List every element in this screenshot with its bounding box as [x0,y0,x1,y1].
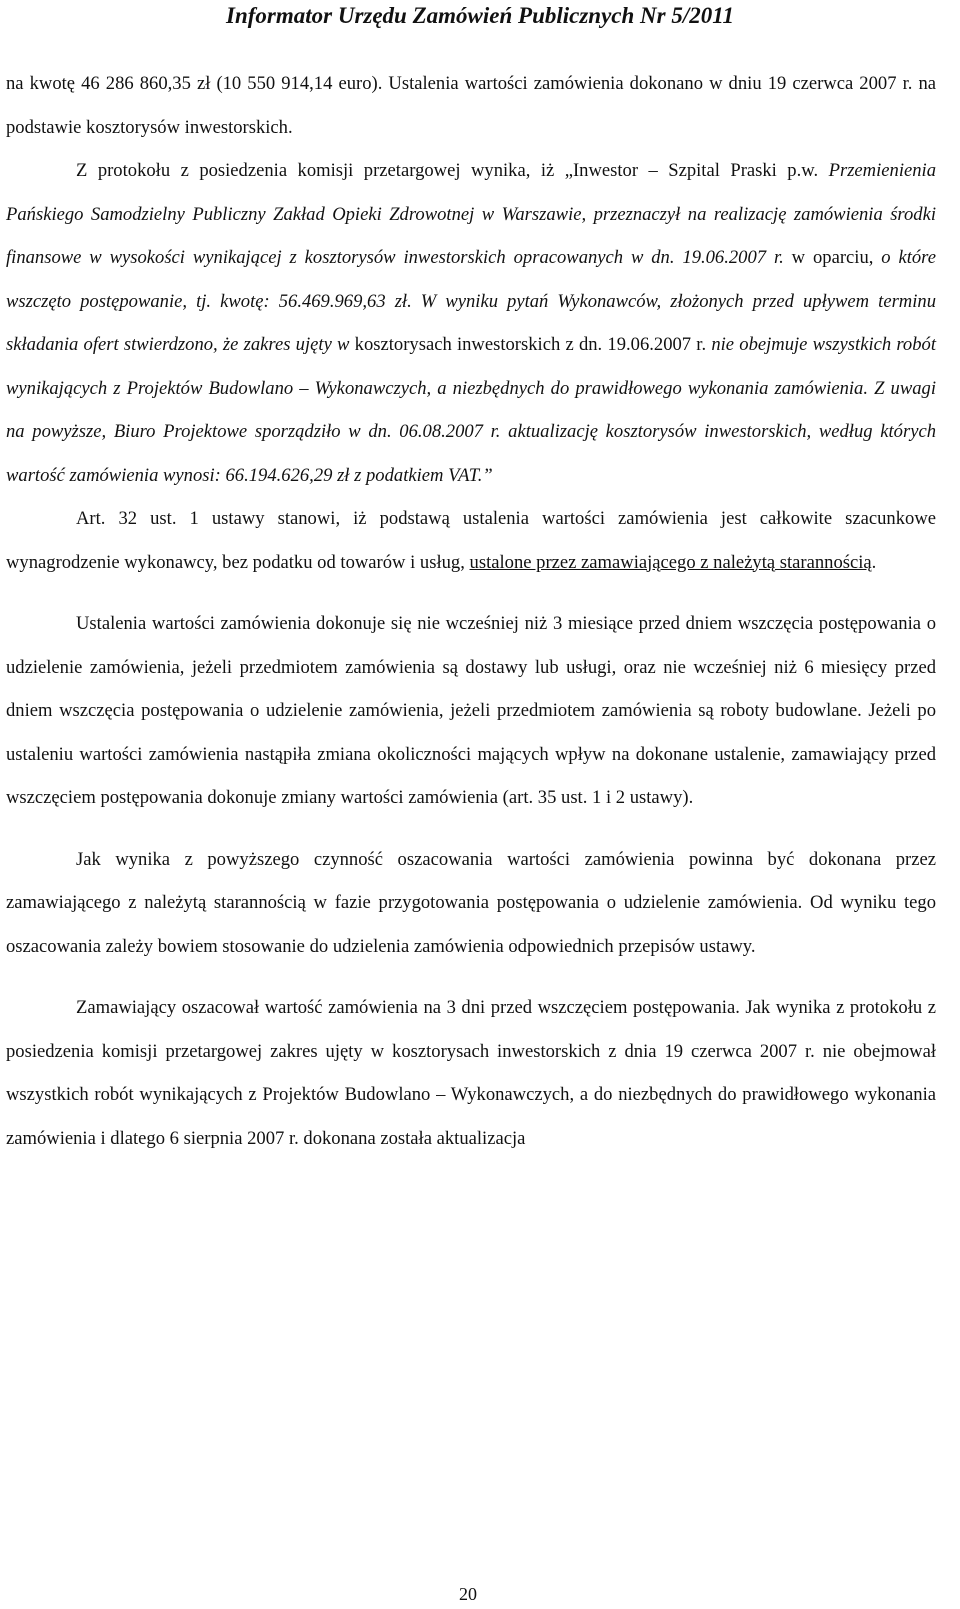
quote-italic-part-3: nie obejmuje wszystkich robót wynikających z Projektów Budowlano – Wykonawczych, a niezbędnych do prawidłowego wykonania zamówienia. Z uwagi na powyższe, Biuro Projektowe sporządziło w dn. 06.08.2007 r. aktualizację kosztorysów inwestorskich, według których wartość zamówienia wynosi: 66.194.626,29 zł z podatkiem VAT.” [6,334,936,486]
page-number: 20 [459,1584,477,1604]
quote-italic-part-1: Przemienienia Pańskiego Samodzielny Publiczny Zakład Opieki Zdrowotnej w Warszawie, przeznaczył na realizację zamówienia środki finansowe w wysokości wynikającej z kosztorysów inwestorskich opracowanych w dn. 19.06.2007 r. [6,160,936,268]
document-body [6,62,936,1160]
paragraph-value-statement: na kwotę 46 286 860,35 zł (10 550 914,14 euro). Ustalenia wartości zamówienia dokonano w dniu 19 czerwca 2007 r. na podstawie kosztorysów inwestorskich. [6,73,936,138]
art-32-text: Art. 32 ust. 1 ustawy stanowi, iż podstawą ustalenia wartości zamówienia jest całkowite szacunkowe wynagrodzenie wykonawcy, bez podatku od towarów i usług, [6,508,936,573]
paragraph-timing-rules: Ustalenia wartości zamówienia dokonuje się nie wcześniej niż 3 miesiące przed dniem wszczęcia postępowania o udzielenie zamówienia, jeżeli przedmiotem zamówienia są dostawy lub usługi, oraz nie wcześniej niż 6 miesięcy przed dniem wszczęcia postępowania o udzielenie zamówienia, jeżeli przedmiotem zamówienia są roboty budowlane. Jeżeli po ustaleniu wartości zamówienia nastąpiła zmiana okoliczności mających wpływ na dokonane ustalenie, zamawiający przed wszczęciem postępowania dokonuje zmiany wartości zamówienia (art. 35 ust. 1 i 2 ustawy). [6,613,936,808]
quote-intro: Z protokołu z posiedzenia komisji przetargowej wynika, iż „Inwestor – Szpital Praski p.w. [76,160,829,181]
quote-italic-part-2: o które wszczęto postępowanie, tj. kwotę: 56.469.969,63 zł. W wyniku pytań Wykonawców, złożonych przed upływem terminu składania ofert stwierdzono, że zakres ujęty w [6,247,936,355]
quote-upright-part-2: kosztorysach inwestorskich z dn. 19.06.2007 r. [354,334,712,355]
paragraph-protocol-quote [6,149,936,497]
art-32-end: . [871,551,877,573]
paragraph-due-diligence: Jak wynika z powyższego czynność oszacowania wartości zamówienia powinna być dokonana przez zamawiającego z należytą starannością w fazie przygotowania postępowania o udzielenie zamówienia. Od wyniku tego oszacowania zależy bowiem stosowanie do udzielenia zamówienia odpowiednich przepisów ustawy. [6,848,936,957]
publication-header: Informator Urzędu Zamówień Publicznych Nr 5/2011 [226,3,734,28]
paragraph-art-32 [6,497,936,584]
art-32-underlined: ustalone przez zamawiającego z należytą starannością [469,551,872,573]
paragraph-assessment: Zamawiający oszacował wartość zamówienia na 3 dni przed wszczęciem postępowania. Jak wynika z protokołu z posiedzenia komisji przetargowej zakres ujęty w kosztorysach inwestorskich z dnia 19 czerwca 2007 r. nie obejmował wszystkich robót wynikających z Projektów Budowlano – Wykonawczych, a do niezbędnych do prawidłowego wykonania zamówienia i dlatego 6 sierpnia 2007 r. dokonana została aktualizacja [6,997,936,1149]
quote-upright-part-1: w oparciu, [791,247,882,268]
